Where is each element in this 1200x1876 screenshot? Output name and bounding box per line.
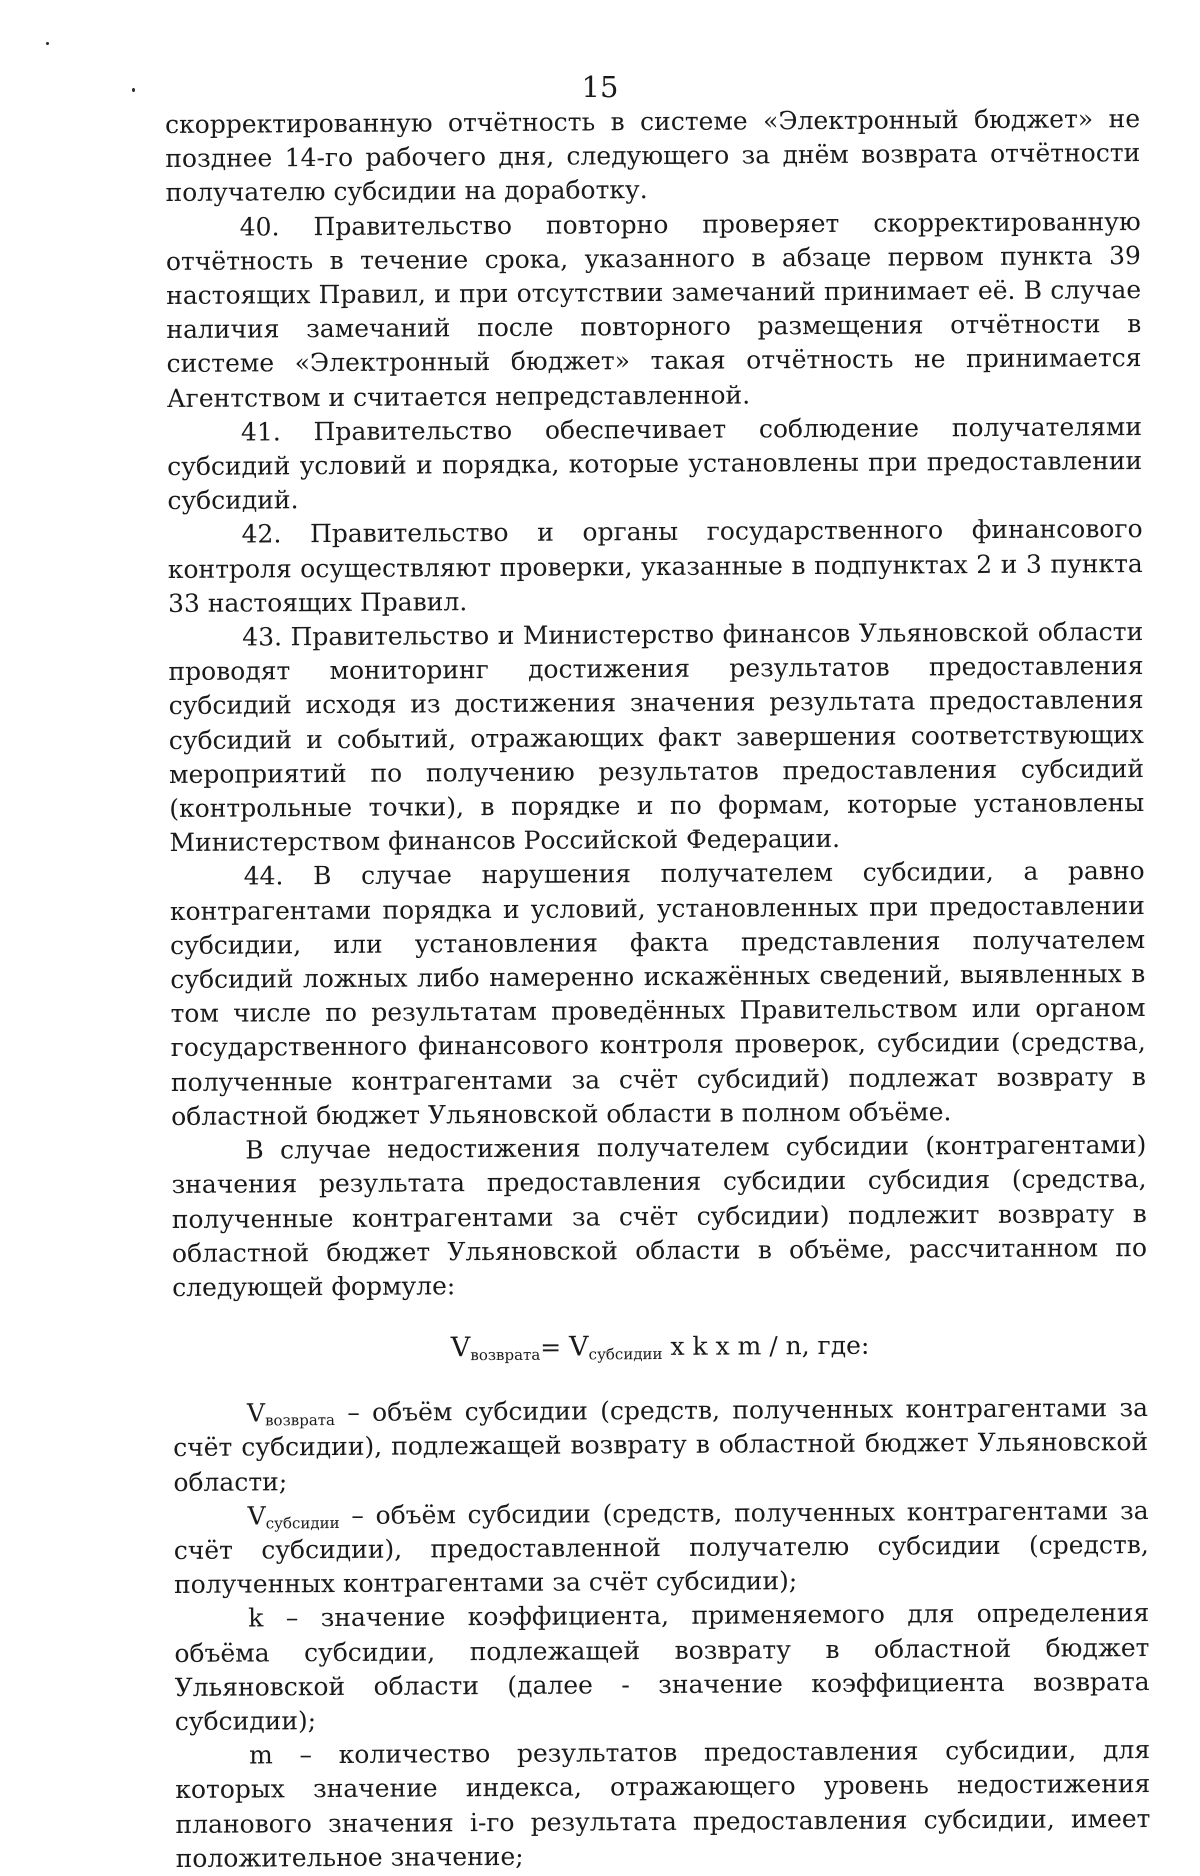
- paragraph-44-shortfall: В случае недостижения получателем субсидии (контрагентами) значения результата предоставления субсидии субсидия (средства, полученные контрагентами за счёт субсидии) подлежит возврату в областной бюджет Ульяновской области в объёме, рассчитанном по следующей формуле:: [171, 1130, 1148, 1302]
- definition-text: – значение коэффициента, применяемого для определения объёма субсидии, подлежащей возврату в областной бюджет Ульяновской области (далее - значение коэффициента возврата субсидии);: [174, 1598, 1150, 1736]
- paragraph-44: 44. В случае нарушения получателем субсидии, а равно контрагентами порядка и условий, установленных при предоставлении субсидии, или установления факта представления получателем субсидий ложных либо намеренно искажённых сведений, выявленных в том числе по результатам проведённых Правительством или органом государственного финансового контроля проверок, субсидии (средства, полученные контрагентами за счёт субсидий) подлежат возврату в областной бюджет Ульяновской области в полном объёме.: [169, 856, 1147, 1131]
- paragraph-41: 41. Правительство обеспечивает соблюдение получателями субсидий условий и порядка, которые установлены при предоставлении субсидий.: [167, 411, 1143, 516]
- definition-symbol: m: [248, 1740, 273, 1770]
- scan-speck: [46, 42, 49, 45]
- page-number: 15: [581, 70, 619, 104]
- definition-text: – объём субсидии (средств, полученных контрагентами за счёт субсидии), подлежащей возврату в областной бюджет Ульяновской области;: [173, 1393, 1149, 1497]
- definition-text: – количество результатов предоставления субсидии, для которых значение индекса, отражающего уровень недостижения планового значения i-го результата предоставления субсидии, имеет положительное значение;: [175, 1735, 1151, 1873]
- definition-subscript: субсидии: [265, 1513, 340, 1533]
- formula-v-subsidy-subscript: субсидии: [588, 1345, 663, 1364]
- definition-text: – объём субсидии (средств, полученных контрагентами за счёт субсидии), предоставленной получателю субсидии (средств, полученных контрагентами за счёт субсидии);: [173, 1495, 1149, 1600]
- formula-v-refund-subscript: возврата: [470, 1345, 541, 1365]
- definition-v-subsidy: [174, 1494, 1150, 1603]
- paragraph-continuation: скорректированную отчётность в системе «Электронный бюджет» не позднее 14-го рабочего дня, следующего за днём возврата отчётности получателю субсидии на доработку.: [165, 104, 1141, 208]
- formula-v-refund: V: [450, 1332, 471, 1364]
- definition-m: [175, 1733, 1151, 1876]
- definition-symbol: V: [247, 1501, 266, 1531]
- paragraph-40: 40. Правительство повторно проверяет скорректированную отчётность в течение срока, указанного в абзаце первом пункта 39 настоящих Правил, и при отсутствии замечаний принимает её. В случае наличия замечаний после повторного размещения отчётности в системе «Электронный бюджет» такая отчётность не принимается Агентством и считается непредставленной.: [165, 206, 1142, 413]
- definition-v-refund: [173, 1391, 1149, 1500]
- definition-subscript: возврата: [265, 1411, 336, 1430]
- definition-symbol: k: [248, 1603, 264, 1633]
- definition-symbol: V: [246, 1398, 266, 1428]
- formula-v-subsidy: V: [568, 1331, 589, 1363]
- refund-formula: [172, 1299, 1148, 1397]
- formula-equals: =: [540, 1332, 570, 1362]
- paragraph-42: 42. Правительство и органы государственного финансового контроля осуществляют проверки, указанные в подпунктах 2 и 3 пункта 33 настоящих Правил.: [167, 514, 1143, 618]
- paragraph-43: 43. Правительство и Министерство финансов Ульяновской области проводят мониторинг достижения результатов предоставления субсидий исходя из достижения значения результата предоставления субсидий и событий, отражающих факт завершения соответствующих мероприятий по получению результатов предоставления субсидий (контрольные точки), в порядке и по формам, которые установлены Министерством финансов Российской Федерации.: [168, 617, 1145, 858]
- document-body: [165, 102, 1151, 1876]
- formula-rest: x k x m / n, где:: [662, 1330, 870, 1362]
- definition-k: [174, 1596, 1150, 1739]
